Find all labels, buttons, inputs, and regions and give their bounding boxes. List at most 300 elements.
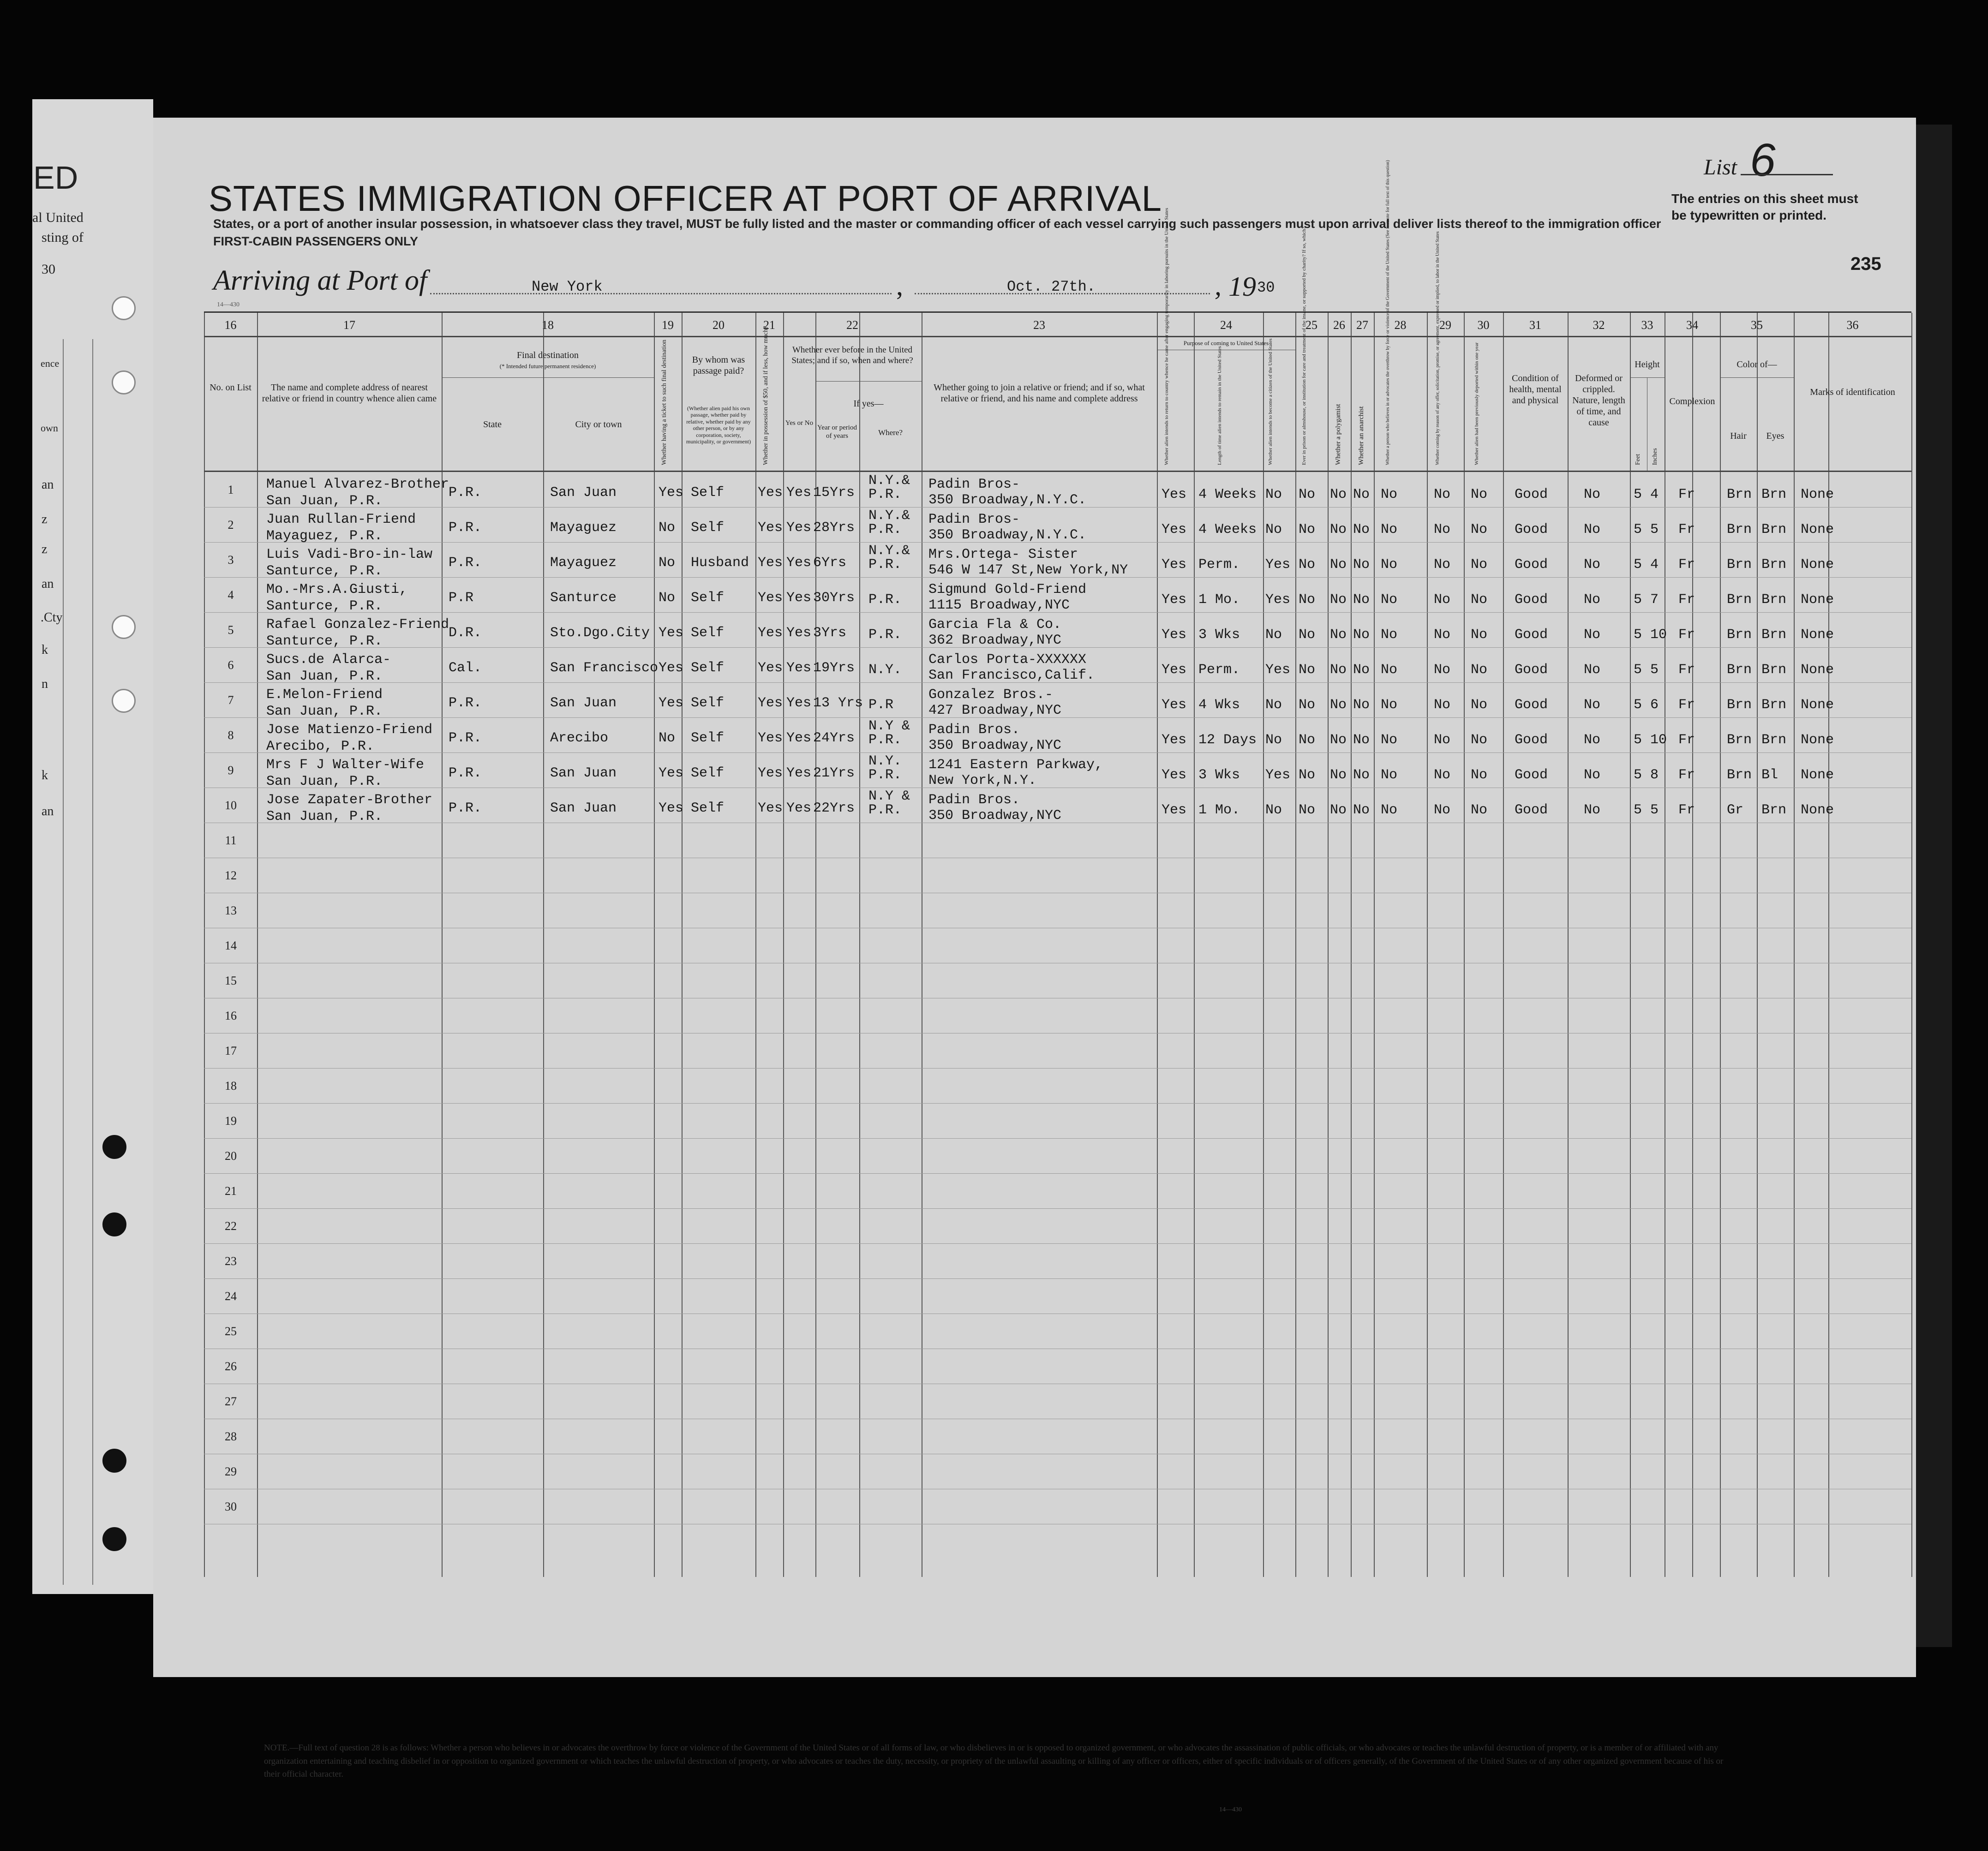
entry-years: 6Yrs (813, 555, 847, 571)
entry-complexion: Fr (1678, 487, 1695, 502)
col27-header: Whether an anarchist (1358, 406, 1365, 465)
column-rule (1828, 313, 1829, 1577)
entry-q28: No (1381, 732, 1398, 748)
entry-where-2: P.R. (868, 522, 902, 537)
entry-deported: No (1471, 802, 1488, 818)
typewritten-notice: The entries on this sheet must (1671, 191, 1858, 206)
entry-anarchist: No (1353, 697, 1370, 713)
entry-join-1: Sigmund Gold-Friend (928, 582, 1087, 597)
column-number: 18 (542, 318, 554, 332)
column-rule (1720, 313, 1721, 1577)
entry-where-1: N.Y.& (868, 473, 910, 489)
entry-health: Good (1515, 732, 1548, 748)
row-number: 21 (225, 1184, 237, 1198)
entry-prison: No (1299, 627, 1316, 643)
entry-complexion: Fr (1678, 802, 1695, 818)
entry-join-2: 427 Broadway,NYC (928, 703, 1062, 718)
entry-state: D.R. (449, 625, 482, 641)
entry-paid-by: Self (691, 520, 725, 536)
entry-marks: None (1801, 697, 1834, 713)
entry-return: Yes (1162, 732, 1187, 748)
col23-header: Whether going to join a relative or friend; and if so, what relative or friend, and his name and complete address (934, 382, 1145, 404)
entry-eyes: Brn (1761, 802, 1787, 818)
header-rule (442, 377, 654, 378)
entry-city: Santurce (550, 590, 617, 606)
column-number: 31 (1529, 318, 1541, 332)
separator: , (896, 270, 903, 301)
entry-fifty: Yes (758, 660, 783, 676)
column-rule (1194, 313, 1195, 1577)
page-title: STATES IMMIGRATION OFFICER AT PORT OF ARRIVAL (209, 178, 1162, 219)
entry-ticket: Yes (659, 800, 684, 816)
entry-polygamist: No (1330, 592, 1347, 608)
entry-hair: Brn (1727, 557, 1752, 573)
entry-ticket: Yes (659, 765, 684, 781)
entry-ticket: No (659, 555, 676, 571)
row-number: 22 (225, 1219, 237, 1233)
entry-ticket: Yes (659, 485, 684, 501)
entry-years: 28Yrs (813, 520, 855, 536)
entry-feet: 5 (1634, 592, 1642, 608)
column-number: 32 (1593, 318, 1605, 332)
entry-anarchist: No (1353, 662, 1370, 678)
column-rule (257, 313, 258, 1577)
stub-fragment: own (41, 422, 58, 434)
entry-state: Cal. (449, 660, 482, 676)
entry-relative-2: Santurce, P.R. (266, 563, 383, 579)
page-number: 235 (1850, 254, 1881, 274)
stub-fragment: ence (41, 358, 60, 369)
entry-relative-2: Arecibo, P.R. (266, 739, 375, 754)
row-rule (204, 1243, 1911, 1244)
entry-health: Good (1515, 627, 1548, 643)
entry-anarchist: No (1353, 557, 1370, 573)
entry-q28: No (1381, 627, 1398, 643)
form-code: 14—430 (217, 301, 240, 308)
column-rule (1351, 313, 1352, 1577)
column-number: 24 (1220, 318, 1232, 332)
entry-q28: No (1381, 767, 1398, 783)
entry-years: 30Yrs (813, 590, 855, 606)
entry-hair: Brn (1727, 662, 1752, 678)
column-rule (682, 313, 683, 1577)
entry-deformed: No (1584, 767, 1601, 783)
entry-inches: 10 (1650, 627, 1667, 643)
entry-q28: No (1381, 522, 1398, 537)
entry-deported: No (1471, 697, 1488, 713)
column-rule (1568, 313, 1569, 1577)
entry-length: 4 Wks (1198, 697, 1240, 713)
row-number: 27 (225, 1395, 237, 1408)
column-rule (755, 313, 756, 1577)
passenger-class-label: FIRST-CABIN PASSENGERS ONLY (213, 234, 419, 248)
row-number: 10 (225, 799, 237, 812)
entry-where-1: N.Y & (868, 788, 910, 804)
entry-return: Yes (1162, 592, 1187, 608)
entry-feet: 5 (1634, 627, 1642, 643)
entry-join-2: San Francisco,Calif. (928, 668, 1095, 683)
binder-hole-icon (112, 615, 136, 639)
col19-header: Whether having a ticket to such final destination (661, 340, 668, 465)
col35-header: Color of— (1737, 359, 1777, 370)
entry-ticket: Yes (659, 625, 684, 641)
entry-anarchist: No (1353, 487, 1370, 502)
entry-hair: Brn (1727, 697, 1752, 713)
stub-line: 30 (42, 262, 55, 277)
column-number: 20 (713, 318, 725, 332)
column-rule (815, 313, 816, 1577)
row-number: 14 (225, 939, 237, 952)
entry-q29: No (1434, 662, 1451, 678)
entry-polygamist: No (1330, 767, 1347, 783)
row-number: 29 (225, 1465, 237, 1478)
entry-prison: No (1299, 662, 1316, 678)
entry-fifty: Yes (758, 730, 783, 746)
entry-eyes: Brn (1761, 627, 1787, 643)
column-rule (442, 313, 443, 1577)
entry-complexion: Fr (1678, 522, 1695, 537)
col35-eyes-header: Eyes (1766, 431, 1784, 441)
row-number: 23 (225, 1254, 237, 1268)
row-number: 25 (225, 1325, 237, 1338)
entry-citizen: Yes (1265, 592, 1291, 608)
column-number: 17 (343, 318, 355, 332)
entry-join-1: Garcia Fla & Co. (928, 617, 1062, 633)
entry-complexion: Fr (1678, 627, 1695, 643)
entry-relative-1: Mrs F J Walter-Wife (266, 757, 425, 773)
column-rule (1757, 313, 1758, 1577)
entry-citizen: Yes (1265, 557, 1291, 573)
entry-join-1: Gonzalez Bros.- (928, 687, 1054, 703)
col33-inches-header: Inches (1652, 448, 1659, 465)
entry-q28: No (1381, 557, 1398, 573)
entry-deported: No (1471, 592, 1488, 608)
entry-state: P.R. (449, 730, 482, 746)
col22-years-header: Year or period of years (817, 424, 857, 440)
entry-feet: 5 (1634, 697, 1642, 713)
entry-length: 4 Weeks (1198, 487, 1257, 502)
entry-city: Mayaguez (550, 555, 617, 571)
entry-hair: Brn (1727, 767, 1752, 783)
entry-q29: No (1434, 697, 1451, 713)
entry-eyes: Brn (1761, 697, 1787, 713)
entry-length: 12 Days (1198, 732, 1257, 748)
row-number: 3 (228, 553, 234, 567)
entry-join-1: Padin Bros- (928, 477, 1020, 492)
row-rule (204, 1138, 1911, 1139)
entry-paid-by: Self (691, 800, 725, 816)
entry-city: Arecibo (550, 730, 609, 746)
row-number: 15 (225, 974, 237, 987)
entry-before: Yes (786, 765, 812, 781)
entry-ticket: No (659, 730, 676, 746)
row-number: 28 (225, 1430, 237, 1443)
entry-deformed: No (1584, 592, 1601, 608)
entry-marks: None (1801, 662, 1834, 678)
entry-ticket: No (659, 590, 676, 606)
entry-hair: Brn (1727, 522, 1752, 537)
entry-years: 3Yrs (813, 625, 847, 641)
stub-fragment: k (42, 643, 48, 657)
entry-relative-2: Santurce, P.R. (266, 598, 383, 614)
entry-before: Yes (786, 590, 812, 606)
stub-fragment: z (42, 512, 48, 526)
column-number: 35 (1751, 318, 1763, 332)
list-number-underline (1741, 174, 1833, 175)
entry-feet: 5 (1634, 802, 1642, 818)
entry-deformed: No (1584, 627, 1601, 643)
entry-join-2: 350 Broadway,NYC (928, 808, 1062, 824)
column-rule (783, 313, 784, 1577)
entry-marks: None (1801, 732, 1834, 748)
entry-fifty: Yes (758, 625, 783, 641)
entry-length: Perm. (1198, 662, 1240, 678)
row-number: 30 (225, 1500, 237, 1513)
stub-fragment: an (42, 478, 54, 492)
arrival-date: Oct. 27th. (1007, 278, 1096, 295)
entry-eyes: Bl (1761, 767, 1778, 783)
row-rule (204, 1103, 1911, 1104)
entry-deformed: No (1584, 487, 1601, 502)
row-number: 24 (225, 1290, 237, 1303)
entry-deported: No (1471, 767, 1488, 783)
entry-city: San Juan (550, 765, 617, 781)
col28-header: Whether a person who believes in or advocates the overthrow by force or violence of the Government of the United States (See footnote for full text of this question) (1385, 160, 1390, 465)
list-number: 6 (1750, 134, 1776, 186)
entry-feet: 5 (1634, 522, 1642, 537)
entry-deformed: No (1584, 802, 1601, 818)
entry-prison: No (1299, 487, 1316, 502)
entry-paid-by: Self (691, 730, 725, 746)
entry-relative-2: San Juan, P.R. (266, 809, 383, 824)
entry-complexion: Fr (1678, 732, 1695, 748)
entry-health: Good (1515, 557, 1548, 573)
col33-header: Height (1635, 359, 1660, 370)
left-page-strip (32, 99, 153, 1594)
entry-relative-1: Rafael Gonzalez-Friend (266, 617, 449, 633)
entry-return: Yes (1162, 662, 1187, 678)
entry-fifty: Yes (758, 555, 783, 571)
col24b-header: Length of time alien intends to remain in the United States (1217, 346, 1222, 465)
entry-complexion: Fr (1678, 557, 1695, 573)
entry-state: P.R. (449, 520, 482, 536)
entry-q29: No (1434, 802, 1451, 818)
col21-header: Whether in possession of $50, and if less, how much? (762, 326, 769, 465)
entry-years: 15Yrs (813, 485, 855, 501)
entry-state: P.R. (449, 485, 482, 501)
next-page-edge (1915, 125, 1952, 1647)
entry-where-2: P.R. (868, 627, 902, 643)
row-rule (204, 1173, 1911, 1174)
row-rule (204, 1068, 1911, 1069)
entry-eyes: Brn (1761, 557, 1787, 573)
entry-where-2: P.R. (868, 767, 902, 783)
stub-heading: ED (33, 160, 78, 196)
entry-years: 22Yrs (813, 800, 855, 816)
entry-fifty: Yes (758, 695, 783, 711)
entry-feet: 5 (1634, 732, 1642, 748)
entry-length: 1 Mo. (1198, 802, 1240, 818)
entry-relative-1: Mo.-Mrs.A.Giusti, (266, 582, 408, 597)
entry-where-1: N.Y. (868, 753, 902, 769)
col24-header: Purpose of coming to United States (1183, 340, 1269, 346)
entry-inches: 4 (1650, 557, 1659, 573)
column-number: 29 (1439, 318, 1451, 332)
entry-before: Yes (786, 660, 812, 676)
entry-relative-2: San Juan, P.R. (266, 704, 383, 719)
entry-return: Yes (1162, 627, 1187, 643)
footnote: NOTE.—Full text of question 28 is as follows: Whether a person who believes in or advocates the overthrow by force or violence of the Government of the United States or of all forms of law, or who disbelieves in or is opposed to organized government, or who advocates the assassination of public officials, or who advocates or teaches the unlawful destruction of property, or is a member of or affiliated with any organization entertaining and teaching disbelief in or opposition to organized government or which teaches the unlawful destruction of property, or who advocates or teaches the duty, necessity, or propriety of the unlawful assaulting or killing of any officer or officers, either of specific individuals or of officers generally, of the Government of the United States or of any other organized government because of his or their official character. (264, 1743, 1724, 1779)
row-rule (204, 1208, 1911, 1209)
entry-deformed: No (1584, 522, 1601, 537)
entry-prison: No (1299, 522, 1316, 537)
entry-marks: None (1801, 557, 1834, 573)
entry-marks: None (1801, 767, 1834, 783)
entry-polygamist: No (1330, 697, 1347, 713)
entry-city: Mayaguez (550, 520, 617, 536)
column-rule (1427, 313, 1428, 1577)
binder-hole-icon (102, 1527, 126, 1551)
entry-fifty: Yes (758, 765, 783, 781)
column-rule (1464, 313, 1465, 1577)
entry-inches: 6 (1650, 697, 1659, 713)
entry-years: 21Yrs (813, 765, 855, 781)
entry-relative-1: E.Melon-Friend (266, 687, 383, 703)
entry-before: Yes (786, 555, 812, 571)
entry-citizen: No (1265, 627, 1282, 643)
entry-paid-by: Self (691, 485, 725, 501)
entry-before: Yes (786, 485, 812, 501)
entry-hair: Brn (1727, 732, 1752, 748)
entry-relative-2: Mayaguez, P.R. (266, 528, 383, 544)
entry-state: P.R. (449, 800, 482, 816)
col24a-header: Whether alien intends to return to country whence he came after engaging temporarily in laboring pursuits in the United States (1164, 208, 1169, 465)
entry-relative-2: Santurce, P.R. (266, 633, 383, 649)
entry-join-1: 1241 Eastern Parkway, (928, 757, 1103, 773)
entry-paid-by: Self (691, 660, 725, 676)
entry-citizen: No (1265, 697, 1282, 713)
row-number: 11 (225, 834, 237, 847)
entry-return: Yes (1162, 487, 1187, 502)
entry-citizen: No (1265, 522, 1282, 537)
entry-polygamist: No (1330, 522, 1347, 537)
column-rule (1157, 313, 1158, 1577)
entry-where-2: P.R. (868, 487, 902, 502)
separator: , (1215, 270, 1222, 301)
entry-length: 1 Mo. (1198, 592, 1240, 608)
row-number: 5 (228, 623, 234, 637)
entry-anarchist: No (1353, 802, 1370, 818)
column-number: 27 (1356, 318, 1368, 332)
entry-length: 4 Weeks (1198, 522, 1257, 537)
header-rule (204, 471, 1911, 472)
row-number: 19 (225, 1114, 237, 1128)
entry-relative-2: San Juan, P.R. (266, 493, 383, 509)
entry-deformed: No (1584, 662, 1601, 678)
entry-join-2: 362 Broadway,NYC (928, 633, 1062, 648)
entry-q28: No (1381, 802, 1398, 818)
entry-city: San Francisco (550, 660, 659, 676)
entry-join-2: New York,N.Y. (928, 773, 1037, 788)
entry-health: Good (1515, 662, 1548, 678)
row-number: 12 (225, 869, 237, 882)
entry-health: Good (1515, 592, 1548, 608)
entry-anarchist: No (1353, 592, 1370, 608)
entry-where-1: N.Y.& (868, 508, 910, 524)
row-number: 26 (225, 1360, 237, 1373)
entry-where-2: P.R. (868, 557, 902, 573)
entry-marks: None (1801, 522, 1834, 537)
row-number: 16 (225, 1009, 237, 1022)
footnote-code: 14—430 (1219, 1806, 1242, 1813)
entry-q29: No (1434, 592, 1451, 608)
col30-header: Whether alien had been previously deported within one year (1474, 342, 1479, 465)
entry-inches: 10 (1650, 732, 1667, 748)
col29-header: Whether coming by reason of any offer, solicitation, promise, or agreement, expressed or implied, to labor in the United States (1435, 231, 1440, 465)
entry-prison: No (1299, 802, 1316, 818)
entry-health: Good (1515, 802, 1548, 818)
row-number: 2 (228, 518, 234, 531)
entry-where-1: N.Y.& (868, 543, 910, 559)
entry-before: Yes (786, 730, 812, 746)
entry-where-2: P.R. (868, 592, 902, 608)
entry-q29: No (1434, 767, 1451, 783)
entry-fifty: Yes (758, 590, 783, 606)
entry-polygamist: No (1330, 627, 1347, 643)
entry-citizen: Yes (1265, 662, 1291, 678)
entry-q29: No (1434, 627, 1451, 643)
entry-state: P.R. (449, 765, 482, 781)
entry-citizen: No (1265, 802, 1282, 818)
entry-relative-1: Manuel Alvarez-Brother (266, 477, 449, 492)
entry-before: Yes (786, 625, 812, 641)
entry-years: 24Yrs (813, 730, 855, 746)
row-number: 7 (228, 693, 234, 707)
entry-deformed: No (1584, 557, 1601, 573)
entry-eyes: Brn (1761, 522, 1787, 537)
column-rule (1374, 313, 1375, 1577)
column-number: 25 (1305, 318, 1317, 332)
column-rule (1692, 313, 1693, 1577)
col24c-header: Whether alien intends to become a citizen of the United States (1268, 338, 1273, 465)
entry-paid-by: Self (691, 625, 725, 641)
entry-length: Perm. (1198, 557, 1240, 573)
column-rule (204, 313, 205, 1577)
col32-header: Deformed or crippled. Nature, length of time, and cause (1572, 373, 1625, 428)
entry-hair: Brn (1727, 627, 1752, 643)
col34-header: Complexion (1669, 396, 1715, 406)
column-rule (1328, 313, 1329, 1577)
entry-complexion: Fr (1678, 767, 1695, 783)
stub-rule (63, 339, 64, 1585)
list-label: List (1704, 155, 1737, 179)
entry-anarchist: No (1353, 732, 1370, 748)
entry-ticket: Yes (659, 695, 684, 711)
entry-q29: No (1434, 522, 1451, 537)
entry-fifty: Yes (758, 485, 783, 501)
entry-paid-by: Self (691, 590, 725, 606)
col22-ifyes-header: If yes— (853, 399, 884, 409)
arrival-year-suffix: 30 (1257, 279, 1275, 296)
row-number: 6 (228, 658, 234, 672)
header-rule (815, 381, 922, 382)
entry-length: 3 Wks (1198, 627, 1240, 643)
column-rule (1794, 313, 1795, 1577)
stub-fragment: k (42, 768, 48, 782)
entry-deported: No (1471, 522, 1488, 537)
entry-paid-by: Self (691, 765, 725, 781)
binder-hole-icon (112, 689, 136, 713)
